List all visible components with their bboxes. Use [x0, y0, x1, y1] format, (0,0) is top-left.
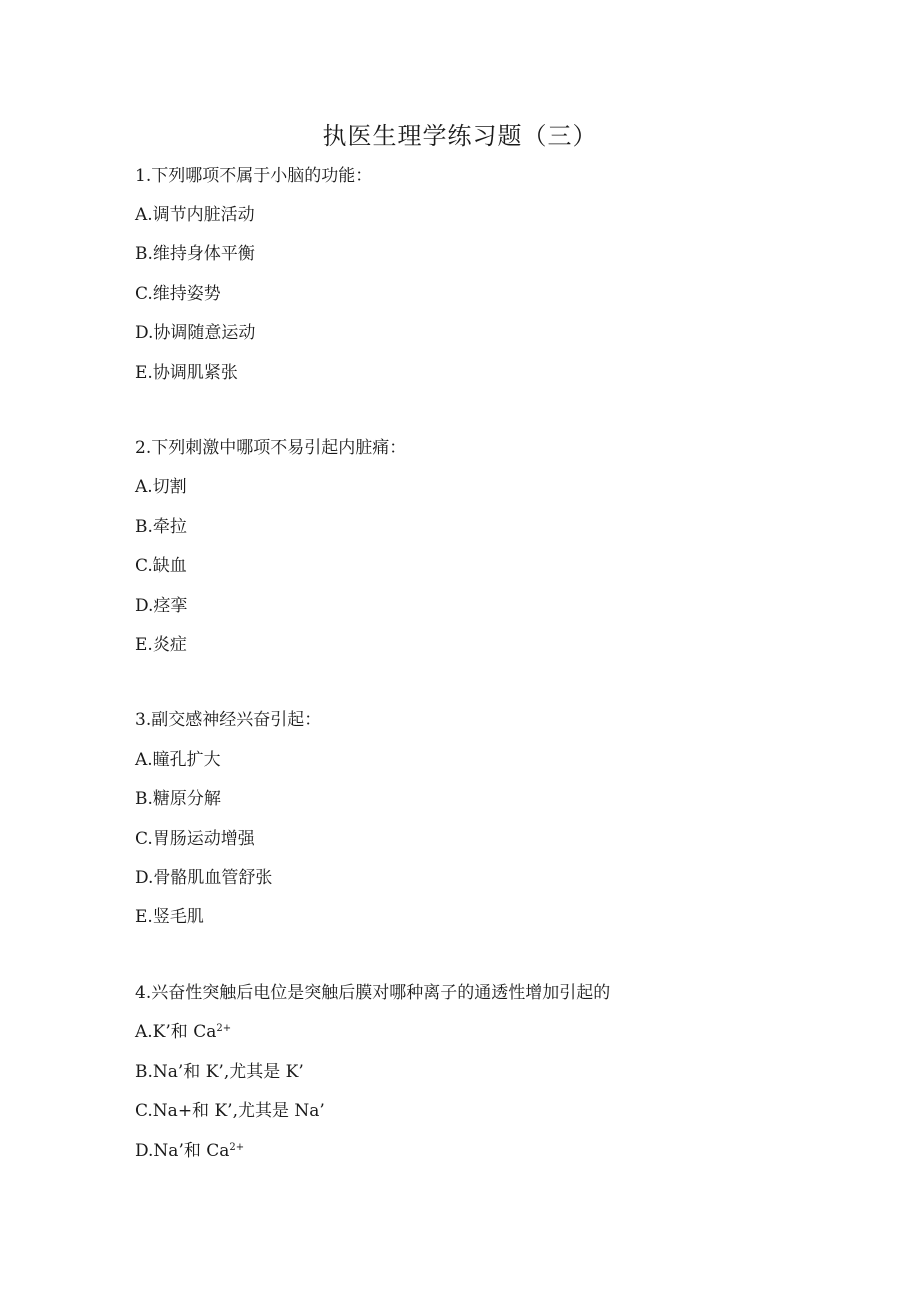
question-1-stem: 1.下列哪项不属于小脑的功能： [135, 166, 373, 186]
question-2-option-d: D.痉挛 [135, 596, 188, 616]
question-3-stem: 3.副交感神经兴奋引起： [135, 710, 322, 730]
question-4-option-a [135, 1021, 231, 1043]
question-2-option-b: B.牵拉 [135, 517, 187, 537]
question-4-option-c [135, 1100, 325, 1122]
option-text: A.K’和 Ca [135, 1022, 217, 1042]
question-2-option-a: A.切割 [135, 477, 187, 497]
question-1-option-e: E.协调肌紧张 [135, 363, 238, 383]
option-superscript: 2+ [229, 1142, 245, 1153]
question-1-option-c: C.维持姿势 [135, 284, 221, 304]
option-text: D.Na’和 Ca [135, 1141, 230, 1161]
question-4-stem: 4.兴奋性突触后电位是突触后膜对哪种离子的通透性增加引起的 [135, 983, 611, 1003]
question-3-option-a: A.瞳孔扩大 [135, 750, 221, 770]
question-1-option-b: B.维持身体平衡 [135, 244, 255, 264]
question-2-option-c: C.缺血 [135, 556, 187, 576]
question-1-option-a: A.调节内脏活动 [135, 205, 255, 225]
document-title: 执医生理学练习题（三） [322, 122, 598, 150]
question-4-option-d [135, 1140, 244, 1162]
question-2-option-e: E.炎症 [135, 635, 187, 655]
question-4-option-b [135, 1061, 304, 1083]
question-3-option-c: C.胃肠运动增强 [135, 829, 255, 849]
question-3-option-d: D.骨骼肌血管舒张 [135, 868, 273, 888]
question-1-option-d: D.协调随意运动 [135, 323, 256, 343]
option-text: C.Na+和 K’,尤其是 Na’ [135, 1101, 325, 1121]
option-text: B.Na’和 K’,尤其是 K’ [135, 1062, 304, 1082]
question-2-stem: 2.下列刺激中哪项不易引起内脏痛： [135, 438, 407, 458]
question-3-option-e: E.竖毛肌 [135, 907, 204, 927]
option-superscript: 2+ [216, 1023, 232, 1034]
question-3-option-b: B.糖原分解 [135, 789, 221, 809]
